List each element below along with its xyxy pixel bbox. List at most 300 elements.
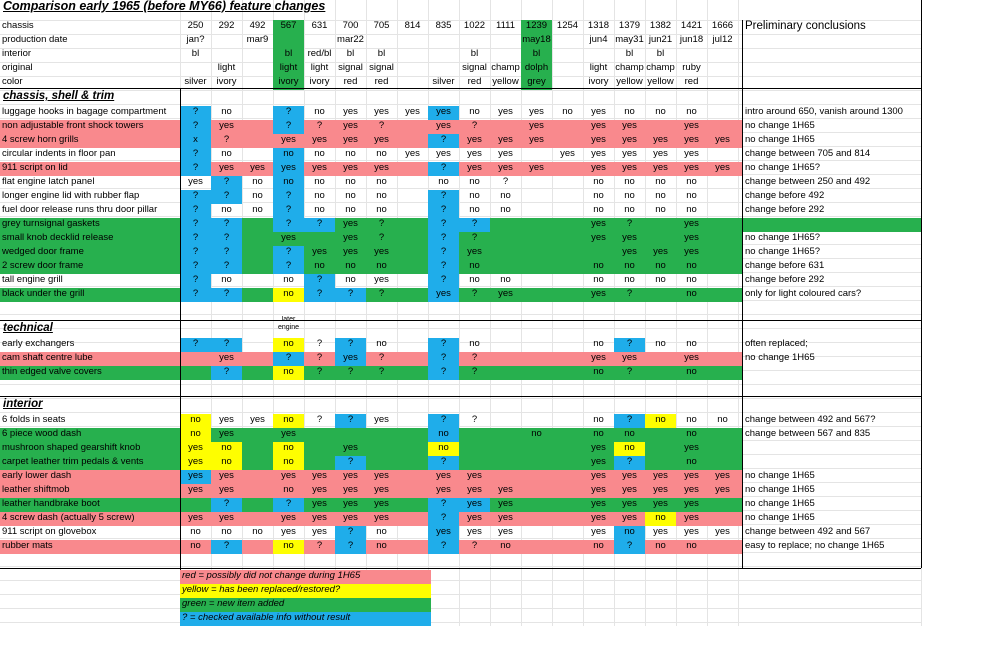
table-cell[interactable]: yes — [374, 414, 389, 425]
table-cell[interactable] — [397, 512, 428, 526]
table-cell[interactable] — [397, 498, 428, 512]
table-cell[interactable]: no — [180, 428, 211, 442]
table-cell[interactable] — [707, 246, 738, 260]
table-cell[interactable]: ? — [211, 366, 242, 380]
table-cell[interactable]: yes — [529, 134, 544, 145]
table-cell[interactable]: yes — [622, 148, 637, 159]
header-cell[interactable]: silver — [184, 76, 207, 87]
table-cell[interactable] — [397, 190, 428, 204]
table-cell[interactable]: no — [593, 428, 604, 439]
table-cell[interactable]: ? — [211, 232, 242, 246]
table-cell[interactable]: no — [593, 190, 604, 201]
table-cell[interactable]: yes — [684, 484, 699, 495]
table-cell[interactable]: yes — [374, 246, 389, 257]
table-cell[interactable]: no — [273, 288, 304, 302]
table-cell[interactable]: ? — [428, 540, 459, 554]
table-cell[interactable]: yes — [459, 498, 490, 512]
table-cell[interactable]: yes — [374, 470, 389, 481]
table-cell[interactable]: no — [376, 176, 387, 187]
table-cell[interactable]: yes — [622, 162, 637, 173]
table-cell[interactable] — [521, 352, 552, 366]
table-cell[interactable] — [552, 162, 583, 176]
table-cell[interactable]: no — [428, 442, 459, 456]
header-cell[interactable]: jun18 — [679, 34, 704, 45]
header-cell[interactable]: signal — [338, 62, 363, 73]
table-cell[interactable]: yes — [498, 106, 513, 117]
table-cell[interactable]: no — [655, 106, 666, 117]
table-cell[interactable]: no — [221, 274, 232, 285]
table-cell[interactable]: no — [593, 414, 604, 425]
table-cell[interactable]: ? — [614, 338, 645, 352]
table-cell[interactable]: no — [686, 366, 697, 377]
table-cell[interactable]: ? — [273, 246, 304, 260]
table-cell[interactable]: yes — [374, 274, 389, 285]
table-cell[interactable] — [397, 352, 428, 366]
table-cell[interactable]: yes — [343, 442, 358, 453]
header-cell[interactable]: 700 — [342, 20, 359, 31]
table-cell[interactable]: yes — [343, 246, 358, 257]
table-cell[interactable]: ? — [211, 288, 242, 302]
table-cell[interactable]: yes — [653, 484, 668, 495]
header-cell[interactable]: yellow — [647, 76, 674, 87]
table-cell[interactable] — [366, 456, 397, 470]
table-cell[interactable]: ? — [428, 218, 459, 232]
table-cell[interactable] — [707, 204, 738, 218]
table-cell[interactable]: yes — [436, 470, 451, 481]
table-cell[interactable] — [397, 428, 428, 442]
table-cell[interactable]: ? — [614, 414, 645, 428]
table-cell[interactable]: yes — [428, 106, 459, 120]
header-cell[interactable]: champ — [615, 62, 644, 73]
table-cell[interactable] — [397, 338, 428, 352]
table-cell[interactable]: ? — [273, 352, 304, 366]
table-cell[interactable]: yes — [653, 246, 668, 257]
table-cell[interactable]: yes — [591, 232, 606, 243]
table-cell[interactable] — [521, 512, 552, 526]
table-cell[interactable]: yes — [467, 484, 482, 495]
table-cell[interactable] — [180, 498, 211, 512]
header-cell[interactable] — [428, 48, 459, 62]
table-cell[interactable]: ? — [428, 162, 459, 176]
header-cell[interactable] — [273, 34, 304, 48]
table-cell[interactable]: yes — [684, 218, 699, 229]
table-cell[interactable]: no — [180, 414, 211, 428]
table-cell[interactable] — [552, 414, 583, 428]
table-cell[interactable]: ? — [180, 288, 211, 302]
table-cell[interactable]: no — [190, 540, 201, 551]
table-cell[interactable]: yes — [312, 526, 327, 537]
table-cell[interactable]: no — [345, 190, 356, 201]
table-cell[interactable]: ? — [428, 456, 459, 470]
header-cell[interactable]: red — [467, 76, 482, 87]
header-cell[interactable]: ivory — [309, 76, 330, 87]
table-cell[interactable]: no — [500, 190, 511, 201]
table-cell[interactable]: ? — [304, 218, 335, 232]
header-cell[interactable]: red — [684, 76, 699, 87]
table-cell[interactable]: yes — [312, 134, 327, 145]
table-cell[interactable]: no — [345, 260, 356, 271]
table-cell[interactable]: yes — [374, 512, 389, 523]
table-cell[interactable]: no — [614, 442, 645, 456]
table-cell[interactable] — [521, 456, 552, 470]
header-cell[interactable]: bl — [191, 48, 200, 59]
header-cell[interactable]: 835 — [435, 20, 452, 31]
header-cell[interactable]: yellow — [616, 76, 643, 87]
table-cell[interactable] — [242, 470, 273, 484]
table-cell[interactable] — [521, 470, 552, 484]
table-cell[interactable] — [521, 540, 552, 554]
table-cell[interactable] — [521, 204, 552, 218]
table-cell[interactable]: ? — [316, 540, 323, 551]
table-cell[interactable]: ? — [428, 352, 459, 366]
table-cell[interactable]: yes — [281, 526, 296, 537]
table-cell[interactable]: no — [624, 106, 635, 117]
table-cell[interactable] — [242, 484, 273, 498]
table-cell[interactable]: ? — [428, 498, 459, 512]
table-cell[interactable]: yes — [622, 498, 637, 509]
table-cell[interactable]: yes — [715, 526, 730, 537]
header-cell[interactable]: may18 — [521, 34, 552, 48]
table-cell[interactable]: no — [469, 338, 480, 349]
table-cell[interactable]: no — [252, 204, 263, 215]
table-cell[interactable]: yes — [498, 526, 513, 537]
table-cell[interactable] — [242, 540, 273, 554]
table-cell[interactable]: ? — [335, 414, 366, 428]
table-cell[interactable]: no — [655, 260, 666, 271]
table-cell[interactable]: no — [273, 414, 304, 428]
table-cell[interactable]: yes — [591, 288, 606, 299]
table-cell[interactable]: yes — [188, 512, 203, 523]
table-cell[interactable] — [521, 338, 552, 352]
table-cell[interactable]: no — [211, 456, 242, 470]
table-cell[interactable]: no — [314, 190, 325, 201]
table-cell[interactable]: ? — [614, 540, 645, 554]
table-cell[interactable]: ? — [180, 338, 211, 352]
table-cell[interactable]: no — [593, 204, 604, 215]
table-cell[interactable]: yes — [591, 352, 606, 363]
table-cell[interactable] — [645, 442, 676, 456]
table-cell[interactable] — [521, 274, 552, 288]
table-cell[interactable]: no — [655, 338, 666, 349]
table-cell[interactable]: ? — [211, 218, 242, 232]
table-cell[interactable] — [490, 260, 521, 274]
table-cell[interactable] — [521, 442, 552, 456]
header-cell[interactable]: champ — [646, 62, 675, 73]
table-cell[interactable]: no — [345, 204, 356, 215]
table-cell[interactable]: no — [283, 274, 294, 285]
table-cell[interactable] — [459, 456, 490, 470]
table-cell[interactable]: no — [469, 260, 480, 271]
table-cell[interactable]: ? — [502, 176, 509, 187]
table-cell[interactable]: yes — [343, 162, 358, 173]
table-cell[interactable]: yes — [591, 526, 606, 537]
table-cell[interactable]: ? — [304, 288, 335, 302]
table-cell[interactable]: yes — [591, 120, 606, 131]
table-cell[interactable] — [397, 120, 428, 134]
table-cell[interactable]: ? — [335, 288, 366, 302]
table-cell[interactable]: yes — [281, 134, 296, 145]
table-cell[interactable]: ? — [428, 232, 459, 246]
header-cell[interactable]: bl — [521, 48, 552, 62]
header-cell[interactable]: red — [343, 76, 358, 87]
table-cell[interactable] — [397, 470, 428, 484]
table-cell[interactable] — [490, 246, 521, 260]
table-cell[interactable] — [645, 218, 676, 232]
header-cell[interactable]: ivory — [216, 76, 237, 87]
table-cell[interactable]: no — [211, 442, 242, 456]
header-cell[interactable]: 1379 — [618, 20, 641, 31]
table-cell[interactable] — [552, 456, 583, 470]
table-cell[interactable]: yes — [250, 414, 265, 425]
table-cell[interactable]: yes — [653, 470, 668, 481]
table-cell[interactable]: no — [314, 204, 325, 215]
table-cell[interactable]: ? — [428, 190, 459, 204]
table-cell[interactable]: yes — [653, 498, 668, 509]
table-cell[interactable]: no — [655, 540, 666, 551]
table-cell[interactable] — [707, 106, 738, 120]
table-cell[interactable]: no — [645, 512, 676, 526]
table-cell[interactable]: no — [686, 260, 697, 271]
table-cell[interactable]: no — [314, 106, 325, 117]
table-cell[interactable]: no — [376, 148, 387, 159]
table-cell[interactable]: ? — [378, 232, 385, 243]
table-cell[interactable] — [521, 190, 552, 204]
table-cell[interactable]: yes — [498, 498, 513, 509]
table-cell[interactable] — [521, 176, 552, 190]
table-cell[interactable]: no — [500, 204, 511, 215]
table-cell[interactable] — [397, 456, 428, 470]
table-cell[interactable]: no — [655, 190, 666, 201]
table-cell[interactable]: yes — [467, 148, 482, 159]
table-cell[interactable]: yes — [343, 218, 358, 229]
table-cell[interactable]: ? — [378, 120, 385, 131]
table-cell[interactable]: no — [686, 540, 697, 551]
table-cell[interactable] — [397, 232, 428, 246]
header-cell[interactable] — [242, 62, 273, 76]
table-cell[interactable]: yes — [498, 148, 513, 159]
table-cell[interactable] — [707, 442, 738, 456]
table-cell[interactable]: yes — [467, 526, 482, 537]
table-cell[interactable]: ? — [428, 260, 459, 274]
table-cell[interactable]: yes — [653, 162, 668, 173]
table-cell[interactable] — [552, 338, 583, 352]
table-cell[interactable] — [490, 120, 521, 134]
table-cell[interactable] — [645, 352, 676, 366]
table-cell[interactable]: no — [686, 106, 697, 117]
table-cell[interactable]: ? — [626, 288, 633, 299]
table-cell[interactable]: yes — [529, 106, 544, 117]
table-cell[interactable] — [707, 148, 738, 162]
table-cell[interactable]: yes — [312, 498, 327, 509]
table-cell[interactable] — [707, 366, 738, 380]
header-cell[interactable]: jan? — [186, 34, 205, 45]
table-cell[interactable]: ? — [273, 260, 304, 274]
table-cell[interactable]: no — [500, 274, 511, 285]
table-cell[interactable] — [521, 526, 552, 540]
table-cell[interactable]: ? — [378, 366, 385, 377]
table-cell[interactable]: no — [593, 366, 604, 377]
table-cell[interactable]: yes — [343, 512, 358, 523]
table-cell[interactable]: no — [190, 526, 201, 537]
table-cell[interactable] — [242, 352, 273, 366]
header-cell[interactable]: 1239 — [521, 20, 552, 34]
header-cell[interactable]: 705 — [373, 20, 390, 31]
header-cell[interactable]: grey — [521, 76, 552, 90]
table-cell[interactable]: yes — [591, 218, 606, 229]
table-cell[interactable]: ? — [335, 338, 366, 352]
table-cell[interactable] — [521, 232, 552, 246]
header-cell[interactable] — [583, 48, 614, 62]
table-cell[interactable]: yes — [591, 134, 606, 145]
table-cell[interactable]: no — [376, 260, 387, 271]
table-cell[interactable]: no — [273, 338, 304, 352]
table-cell[interactable]: no — [717, 414, 728, 425]
header-cell[interactable]: signal — [462, 62, 487, 73]
table-cell[interactable]: yes — [374, 484, 389, 495]
table-cell[interactable] — [552, 352, 583, 366]
table-cell[interactable] — [397, 162, 428, 176]
table-cell[interactable] — [242, 106, 273, 120]
table-cell[interactable]: no — [624, 176, 635, 187]
table-cell[interactable]: ? — [211, 190, 242, 204]
table-cell[interactable] — [397, 442, 428, 456]
table-cell[interactable]: no — [376, 190, 387, 201]
table-cell[interactable]: yes — [343, 232, 358, 243]
table-cell[interactable] — [707, 176, 738, 190]
header-cell[interactable] — [707, 48, 738, 62]
table-cell[interactable] — [490, 232, 521, 246]
table-cell[interactable]: ? — [428, 274, 459, 288]
header-cell[interactable]: silver — [432, 76, 455, 87]
table-cell[interactable]: ? — [180, 106, 211, 120]
table-cell[interactable]: yes — [622, 484, 637, 495]
table-cell[interactable] — [459, 442, 490, 456]
table-cell[interactable]: yes — [343, 120, 358, 131]
table-cell[interactable]: ? — [223, 134, 230, 145]
table-cell[interactable] — [707, 456, 738, 470]
table-cell[interactable]: yes — [436, 484, 451, 495]
table-cell[interactable]: yes — [312, 484, 327, 495]
header-cell[interactable]: ivory — [588, 76, 609, 87]
header-cell[interactable]: may31 — [615, 34, 644, 45]
table-cell[interactable]: no — [686, 414, 697, 425]
table-cell[interactable]: no — [593, 540, 604, 551]
table-cell[interactable] — [490, 218, 521, 232]
table-cell[interactable] — [645, 120, 676, 134]
table-cell[interactable] — [552, 366, 583, 380]
table-cell[interactable]: ? — [211, 540, 242, 554]
table-cell[interactable] — [242, 442, 273, 456]
header-cell[interactable] — [397, 34, 428, 48]
table-cell[interactable] — [242, 498, 273, 512]
table-cell[interactable]: no — [469, 176, 480, 187]
table-cell[interactable]: yes — [684, 512, 699, 523]
table-cell[interactable] — [304, 232, 335, 246]
table-cell[interactable] — [397, 176, 428, 190]
table-cell[interactable] — [397, 288, 428, 302]
table-cell[interactable]: ? — [471, 540, 478, 551]
table-cell[interactable]: yes — [684, 352, 699, 363]
header-cell[interactable]: bl — [625, 48, 634, 59]
table-cell[interactable]: no — [428, 428, 459, 442]
table-cell[interactable]: no — [345, 176, 356, 187]
table-cell[interactable]: no — [283, 484, 294, 495]
table-cell[interactable]: no — [686, 176, 697, 187]
header-cell[interactable]: jun21 — [648, 34, 673, 45]
table-cell[interactable] — [304, 442, 335, 456]
header-cell[interactable] — [397, 62, 428, 76]
table-cell[interactable]: no — [686, 456, 697, 467]
header-cell[interactable] — [676, 48, 707, 62]
table-cell[interactable]: yes — [281, 470, 296, 481]
header-cell[interactable]: 631 — [311, 20, 328, 31]
table-cell[interactable] — [552, 204, 583, 218]
table-cell[interactable]: no — [376, 526, 387, 537]
table-cell[interactable]: no — [376, 540, 387, 551]
table-cell[interactable]: yes — [684, 162, 699, 173]
table-cell[interactable]: no — [686, 288, 697, 299]
table-cell[interactable]: ? — [471, 288, 478, 299]
table-cell[interactable]: no — [686, 428, 697, 439]
table-cell[interactable]: ? — [428, 204, 459, 218]
header-cell[interactable]: 1421 — [680, 20, 703, 31]
table-cell[interactable]: ? — [459, 218, 490, 232]
table-cell[interactable]: no — [686, 204, 697, 215]
table-cell[interactable]: ? — [316, 366, 323, 377]
table-cell[interactable] — [707, 338, 738, 352]
header-cell[interactable] — [366, 34, 397, 48]
table-cell[interactable] — [521, 366, 552, 380]
table-cell[interactable] — [645, 456, 676, 470]
table-cell[interactable]: no — [376, 204, 387, 215]
table-cell[interactable]: yes — [467, 134, 482, 145]
table-cell[interactable]: yes — [498, 162, 513, 173]
table-cell[interactable]: yes — [498, 288, 513, 299]
table-cell[interactable] — [490, 414, 521, 428]
table-cell[interactable]: yes — [684, 120, 699, 131]
header-cell[interactable]: champ — [491, 62, 520, 73]
table-cell[interactable]: no — [345, 148, 356, 159]
table-cell[interactable] — [707, 190, 738, 204]
table-cell[interactable] — [552, 134, 583, 148]
table-cell[interactable]: ? — [428, 366, 459, 380]
table-cell[interactable]: no — [614, 526, 645, 540]
table-cell[interactable]: x — [180, 134, 211, 148]
header-cell[interactable] — [428, 34, 459, 48]
table-cell[interactable]: no — [221, 148, 232, 159]
table-cell[interactable]: yes — [591, 512, 606, 523]
header-cell[interactable]: ivory — [273, 76, 304, 90]
header-cell[interactable]: light — [589, 62, 608, 73]
table-cell[interactable]: yes — [591, 498, 606, 509]
table-cell[interactable]: ? — [180, 204, 211, 218]
table-cell[interactable] — [552, 512, 583, 526]
table-cell[interactable]: ? — [471, 366, 478, 377]
table-cell[interactable]: ? — [180, 246, 211, 260]
table-cell[interactable]: yes — [498, 484, 513, 495]
table-cell[interactable] — [707, 540, 738, 554]
table-cell[interactable] — [521, 218, 552, 232]
table-cell[interactable]: yes — [653, 148, 668, 159]
table-cell[interactable]: ? — [471, 414, 478, 425]
table-cell[interactable]: yes — [591, 442, 606, 453]
header-cell[interactable] — [552, 62, 583, 76]
table-cell[interactable] — [707, 120, 738, 134]
table-cell[interactable] — [490, 428, 521, 442]
table-cell[interactable]: ? — [180, 218, 211, 232]
table-cell[interactable]: yes — [250, 162, 265, 173]
table-cell[interactable]: no — [562, 106, 573, 117]
